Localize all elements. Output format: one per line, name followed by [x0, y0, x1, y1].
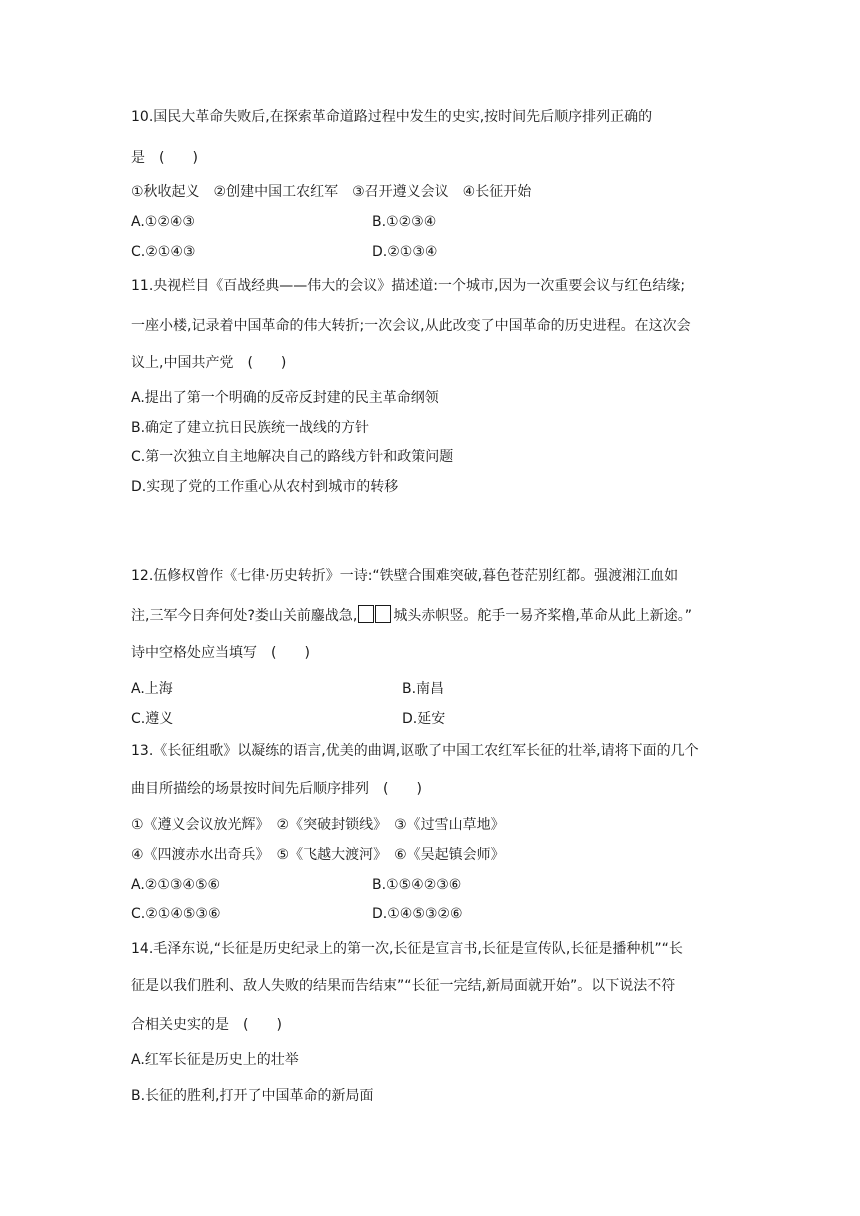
q10-items: ①秋收起义 ②创建中国工农红军 ③召开遵义会议 ④长征开始 [131, 184, 532, 200]
q12-stem-line3: 诗中空格处应当填写 ( ) [131, 645, 310, 661]
q14-stem-line2: 征是以我们胜利、敌人失败的结果而告结束”“长征一完结,新局面就开始”。以下说法不符 [131, 978, 676, 994]
q13-stem-line1: 13.《长征组歌》以凝练的语言,优美的曲调,讴歌了中国工农红军长征的壮举,请将下面的几个 [131, 743, 699, 759]
q13-stem-line2: 曲目所描绘的场景按时间先后顺序排列 ( ) [131, 781, 422, 797]
q13-option-a: A.②①③④⑤⑥ [131, 877, 221, 893]
q10-option-a: A.①②④③ [131, 214, 195, 230]
q11-stem-line2: 一座小楼,记录着中国革命的伟大转折;一次会议,从此改变了中国革命的历史进程。在这次会 [131, 318, 691, 334]
q10-stem-line2: 是 ( ) [131, 150, 198, 166]
q13-option-b: B.①⑤④②③⑥ [372, 877, 462, 893]
q14-option-a: A.红军长征是历史上的壮举 [131, 1052, 299, 1068]
q13-option-c: C.②①④⑤③⑥ [131, 906, 221, 922]
q13-option-d: D.①④⑤③②⑥ [372, 906, 463, 922]
q10-option-c: C.②①④③ [131, 244, 196, 260]
q12-option-a: A.上海 [131, 681, 173, 697]
q11-option-d: D.实现了党的工作重心从农村到城市的转移 [131, 479, 399, 495]
q14-stem-line1: 14.毛泽东说,“长征是历史纪录上的第一次,长征是宣言书,长征是宣传队,长征是播种机”“长 [131, 941, 683, 957]
blank-box [375, 605, 391, 623]
q12-blank-boxes [358, 605, 392, 626]
q12-option-c: C.遵义 [131, 711, 174, 727]
q11-option-c: C.第一次独立自主地解决自己的路线方针和政策问题 [131, 449, 454, 465]
q13-items-line1: ①《遵义会议放光辉》 ②《突破封锁线》 ③《过雪山草地》 [131, 817, 505, 833]
q11-option-a: A.提出了第一个明确的反帝反封建的民主革命纲领 [131, 390, 439, 406]
q11-stem-line1: 11.央视栏目《百战经典——伟大的会议》描述道:一个城市,因为一次重要会议与红色结缘; [131, 278, 686, 294]
q12-stem-line2-after: 城头赤帜竖。舵手一易齐桨橹,革命从此上新途。” [393, 608, 693, 624]
q12-option-d: D.延安 [402, 711, 446, 727]
q11-option-b: B.确定了建立抗日民族统一战线的方针 [131, 420, 370, 436]
q10-stem-line1: 10.国民大革命失败后,在探索革命道路过程中发生的史实,按时间先后顺序排列正确的 [131, 109, 653, 125]
q13-items-line2: ④《四渡赤水出奇兵》 ⑤《飞越大渡河》 ⑥《吴起镇会师》 [131, 847, 505, 863]
blank-box [358, 605, 374, 623]
q12-option-b: B.南昌 [402, 681, 445, 697]
q12-stem-line2 [131, 605, 692, 626]
q10-option-b: B.①②③④ [372, 214, 437, 230]
q12-stem-line1: 12.伍修权曾作《七律·历史转折》一诗:“铁壁合围难突破,暮色苍茫别红都。强渡湘江血如 [131, 568, 679, 584]
q14-option-b: B.长征的胜利,打开了中国革命的新局面 [131, 1088, 374, 1104]
q14-stem-line3: 合相关史实的是 ( ) [131, 1017, 282, 1033]
q12-stem-line2-before: 注,三军今日奔何处?娄山关前鏖战急, [131, 608, 358, 624]
q11-stem-line3: 议上,中国共产党 ( ) [131, 355, 287, 371]
q10-option-d: D.②①③④ [372, 244, 438, 260]
